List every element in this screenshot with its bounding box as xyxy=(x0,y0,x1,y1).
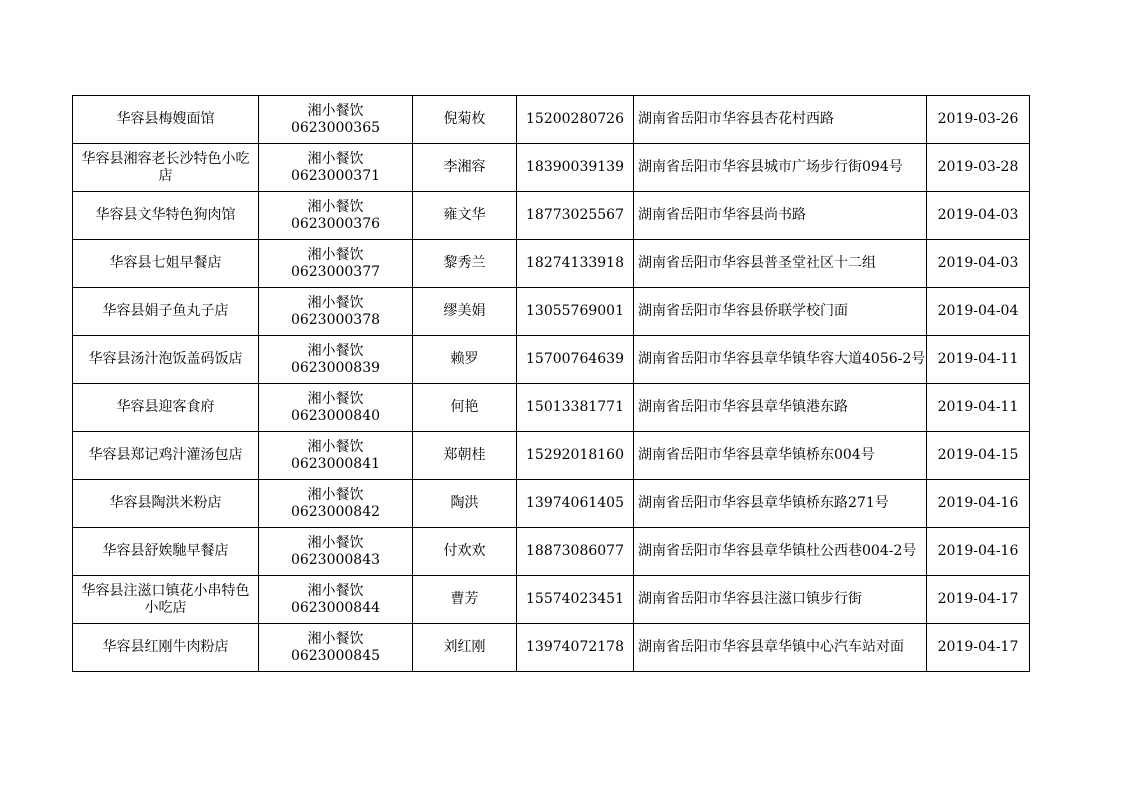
date-cell: 2019-04-11 xyxy=(927,336,1030,384)
license-cell: 湘小餐饮0623000845 xyxy=(259,624,413,672)
table-row xyxy=(73,336,1030,384)
address-cell: 湖南省岳阳市华容县章华镇桥东004号 xyxy=(634,432,927,480)
phone-cell: 15574023451 xyxy=(517,576,634,624)
phone-cell: 18390039139 xyxy=(517,144,634,192)
address-cell: 湖南省岳阳市华容县杏花村西路 xyxy=(634,96,927,144)
owner-cell: 黎秀兰 xyxy=(413,240,517,288)
license-cell: 湘小餐饮0623000841 xyxy=(259,432,413,480)
license-cell: 湘小餐饮0623000840 xyxy=(259,384,413,432)
table-row xyxy=(73,528,1030,576)
table-row xyxy=(73,576,1030,624)
shop-name-cell: 华容县汤汁泡饭盖码饭店 xyxy=(73,336,259,384)
date-cell: 2019-03-26 xyxy=(927,96,1030,144)
phone-cell: 18873086077 xyxy=(517,528,634,576)
license-cell: 湘小餐饮0623000377 xyxy=(259,240,413,288)
address-cell: 湖南省岳阳市华容县侨联学校门面 xyxy=(634,288,927,336)
phone-cell: 15292018160 xyxy=(517,432,634,480)
date-cell: 2019-04-17 xyxy=(927,624,1030,672)
address-cell: 湖南省岳阳市华容县尚书路 xyxy=(634,192,927,240)
owner-cell: 缪美娟 xyxy=(413,288,517,336)
date-cell: 2019-04-04 xyxy=(927,288,1030,336)
table-row xyxy=(73,624,1030,672)
license-cell: 湘小餐饮0623000839 xyxy=(259,336,413,384)
table-body xyxy=(73,96,1030,672)
owner-cell: 曹芳 xyxy=(413,576,517,624)
shop-name-cell: 华容县七姐早餐店 xyxy=(73,240,259,288)
phone-cell: 13974072178 xyxy=(517,624,634,672)
address-cell: 湖南省岳阳市华容县章华镇桥东路271号 xyxy=(634,480,927,528)
address-cell: 湖南省岳阳市华容县章华镇中心汽车站对面 xyxy=(634,624,927,672)
shop-name-cell: 华容县舒娭馳早餐店 xyxy=(73,528,259,576)
date-cell: 2019-04-16 xyxy=(927,480,1030,528)
date-cell: 2019-04-15 xyxy=(927,432,1030,480)
table-row xyxy=(73,144,1030,192)
shop-name-cell: 华容县迎客食府 xyxy=(73,384,259,432)
date-cell: 2019-04-03 xyxy=(927,240,1030,288)
date-cell: 2019-04-16 xyxy=(927,528,1030,576)
shop-name-cell: 华容县陶洪米粉店 xyxy=(73,480,259,528)
table-row xyxy=(73,432,1030,480)
license-cell: 湘小餐饮0623000842 xyxy=(259,480,413,528)
shop-name-cell: 华容县湘容老长沙特色小吃店 xyxy=(73,144,259,192)
phone-cell: 15013381771 xyxy=(517,384,634,432)
date-cell: 2019-04-17 xyxy=(927,576,1030,624)
owner-cell: 何艳 xyxy=(413,384,517,432)
shop-name-cell: 华容县郑记鸡汁灌汤包店 xyxy=(73,432,259,480)
owner-cell: 雍文华 xyxy=(413,192,517,240)
table-row xyxy=(73,192,1030,240)
phone-cell: 15700764639 xyxy=(517,336,634,384)
license-cell: 湘小餐饮0623000371 xyxy=(259,144,413,192)
date-cell: 2019-03-28 xyxy=(927,144,1030,192)
table-row xyxy=(73,96,1030,144)
phone-cell: 18274133918 xyxy=(517,240,634,288)
license-cell: 湘小餐饮0623000844 xyxy=(259,576,413,624)
owner-cell: 刘红刚 xyxy=(413,624,517,672)
owner-cell: 赖罗 xyxy=(413,336,517,384)
date-cell: 2019-04-03 xyxy=(927,192,1030,240)
shop-name-cell: 华容县娟子鱼丸子店 xyxy=(73,288,259,336)
owner-cell: 倪菊枚 xyxy=(413,96,517,144)
phone-cell: 13974061405 xyxy=(517,480,634,528)
license-cell: 湘小餐饮0623000378 xyxy=(259,288,413,336)
table-row xyxy=(73,288,1030,336)
address-cell: 湖南省岳阳市华容县普圣堂社区十二组 xyxy=(634,240,927,288)
address-cell: 湖南省岳阳市华容县注滋口镇步行街 xyxy=(634,576,927,624)
phone-cell: 18773025567 xyxy=(517,192,634,240)
table-row xyxy=(73,384,1030,432)
shop-name-cell: 华容县梅嫂面馆 xyxy=(73,96,259,144)
date-cell: 2019-04-11 xyxy=(927,384,1030,432)
owner-cell: 陶洪 xyxy=(413,480,517,528)
address-cell: 湖南省岳阳市华容县章华镇华容大道4056-2号 xyxy=(634,336,927,384)
owner-cell: 李湘容 xyxy=(413,144,517,192)
license-cell: 湘小餐饮0623000843 xyxy=(259,528,413,576)
table-row xyxy=(73,480,1030,528)
license-cell: 湘小餐饮0623000376 xyxy=(259,192,413,240)
phone-cell: 13055769001 xyxy=(517,288,634,336)
table-row xyxy=(73,240,1030,288)
shop-name-cell: 华容县红刚牛肉粉店 xyxy=(73,624,259,672)
shop-name-cell: 华容县注滋口镇花小串特色小吃店 xyxy=(73,576,259,624)
owner-cell: 郑朝桂 xyxy=(413,432,517,480)
shop-name-cell: 华容县文华特色狗肉馆 xyxy=(73,192,259,240)
address-cell: 湖南省岳阳市华容县城市广场步行街094号 xyxy=(634,144,927,192)
phone-cell: 15200280726 xyxy=(517,96,634,144)
license-cell: 湘小餐饮0623000365 xyxy=(259,96,413,144)
owner-cell: 付欢欢 xyxy=(413,528,517,576)
address-cell: 湖南省岳阳市华容县章华镇杜公西巷004-2号 xyxy=(634,528,927,576)
address-cell: 湖南省岳阳市华容县章华镇港东路 xyxy=(634,384,927,432)
registry-table xyxy=(72,95,1030,672)
